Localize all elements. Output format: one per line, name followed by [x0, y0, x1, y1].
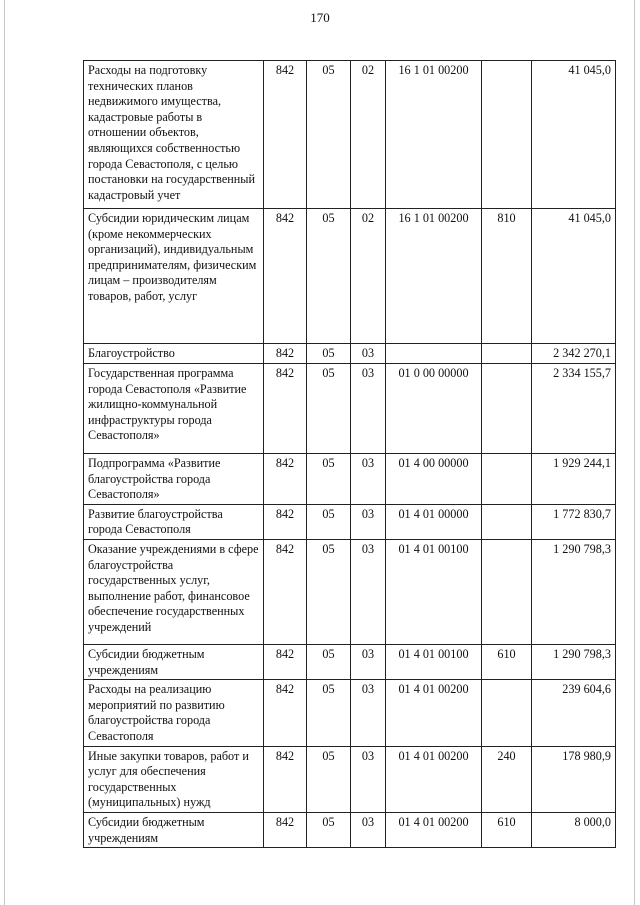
- row-rz-cell: 05: [307, 812, 351, 847]
- row-csr-cell: 01 4 00 00000: [386, 454, 482, 505]
- budget-table-body: [84, 61, 616, 848]
- row-csr-cell: 01 4 01 00200: [386, 812, 482, 847]
- table-row: [84, 680, 616, 746]
- row-pr-cell: 03: [351, 454, 386, 505]
- row-name-cell: Расходы на подготовку технических планов недвижимого имущества, кадастровые работы в отношении объектов, являющихся собственностью города Севастополя, с целью постановки на государственный кадастровый учет: [84, 61, 264, 209]
- row-ved-cell: 842: [264, 812, 307, 847]
- row-sum-cell: 41 045,0: [532, 61, 616, 209]
- row-rz-cell: 05: [307, 209, 351, 344]
- row-name-cell: Субсидии бюджетным учреждениям: [84, 812, 264, 847]
- row-name-cell: Подпрограмма «Развитие благоустройства города Севастополя»: [84, 454, 264, 505]
- row-csr-cell: 01 4 01 00200: [386, 680, 482, 746]
- row-ved-cell: 842: [264, 746, 307, 812]
- row-name-cell: Субсидии бюджетным учреждениям: [84, 644, 264, 679]
- row-csr-cell: 01 4 01 00000: [386, 504, 482, 539]
- row-pr-cell: 02: [351, 209, 386, 344]
- table-row: [84, 454, 616, 505]
- row-rz-cell: 05: [307, 539, 351, 644]
- row-rz-cell: 05: [307, 644, 351, 679]
- row-pr-cell: 02: [351, 61, 386, 209]
- row-rz-cell: 05: [307, 364, 351, 454]
- row-pr-cell: 03: [351, 364, 386, 454]
- row-ved-cell: 842: [264, 209, 307, 344]
- row-ved-cell: 842: [264, 644, 307, 679]
- row-sum-cell: 1 929 244,1: [532, 454, 616, 505]
- row-name-cell: Развитие благоустройства города Севастополя: [84, 504, 264, 539]
- table-row: [84, 61, 616, 209]
- row-vr-cell: [482, 504, 532, 539]
- row-sum-cell: 1 772 830,7: [532, 504, 616, 539]
- table-row: [84, 539, 616, 644]
- row-name-cell: Иные закупки товаров, работ и услуг для обеспечения государственных (муниципальных) нужд: [84, 746, 264, 812]
- row-pr-cell: 03: [351, 812, 386, 847]
- row-name-cell: Государственная программа города Севастополя «Развитие жилищно-коммунальной инфраструктуры города Севастополя»: [84, 364, 264, 454]
- row-name-cell: Благоустройство: [84, 344, 264, 364]
- row-name-cell: Оказание учреждениями в сфере благоустройства государственных услуг, выполнение работ, финансовое обеспечение государственных учреждений: [84, 539, 264, 644]
- row-pr-cell: 03: [351, 504, 386, 539]
- row-rz-cell: 05: [307, 504, 351, 539]
- row-vr-cell: [482, 61, 532, 209]
- row-ved-cell: 842: [264, 680, 307, 746]
- row-vr-cell: [482, 539, 532, 644]
- row-vr-cell: 610: [482, 644, 532, 679]
- row-csr-cell: 01 4 01 00100: [386, 644, 482, 679]
- budget-table: [83, 60, 616, 848]
- row-pr-cell: 03: [351, 680, 386, 746]
- row-ved-cell: 842: [264, 364, 307, 454]
- table-row: [84, 812, 616, 847]
- row-name-cell: Субсидии юридическим лицам (кроме некоммерческих организаций), индивидуальным предпринимателям, физическим лицам – производителям товаров, работ, услуг: [84, 209, 264, 344]
- row-ved-cell: 842: [264, 61, 307, 209]
- row-csr-cell: 01 0 00 00000: [386, 364, 482, 454]
- scan-edge-left: [4, 0, 5, 905]
- table-row: [84, 746, 616, 812]
- row-sum-cell: 239 604,6: [532, 680, 616, 746]
- row-csr-cell: 01 4 01 00100: [386, 539, 482, 644]
- row-pr-cell: 03: [351, 746, 386, 812]
- row-csr-cell: [386, 344, 482, 364]
- row-vr-cell: [482, 454, 532, 505]
- scan-edge-right: [634, 0, 635, 905]
- table-row: [84, 209, 616, 344]
- row-sum-cell: 178 980,9: [532, 746, 616, 812]
- page-number: 170: [310, 10, 330, 25]
- row-vr-cell: 240: [482, 746, 532, 812]
- row-csr-cell: 01 4 01 00200: [386, 746, 482, 812]
- row-rz-cell: 05: [307, 680, 351, 746]
- row-vr-cell: [482, 680, 532, 746]
- row-csr-cell: 16 1 01 00200: [386, 61, 482, 209]
- table-row: [84, 364, 616, 454]
- row-sum-cell: 2 334 155,7: [532, 364, 616, 454]
- row-rz-cell: 05: [307, 454, 351, 505]
- row-csr-cell: 16 1 01 00200: [386, 209, 482, 344]
- row-pr-cell: 03: [351, 539, 386, 644]
- row-name-cell: Расходы на реализацию мероприятий по развитию благоустройства города Севастополя: [84, 680, 264, 746]
- row-sum-cell: 2 342 270,1: [532, 344, 616, 364]
- row-ved-cell: 842: [264, 454, 307, 505]
- row-vr-cell: 810: [482, 209, 532, 344]
- row-ved-cell: 842: [264, 539, 307, 644]
- row-vr-cell: 610: [482, 812, 532, 847]
- row-sum-cell: 1 290 798,3: [532, 539, 616, 644]
- row-sum-cell: 41 045,0: [532, 209, 616, 344]
- row-ved-cell: 842: [264, 344, 307, 364]
- row-ved-cell: 842: [264, 504, 307, 539]
- row-rz-cell: 05: [307, 61, 351, 209]
- row-pr-cell: 03: [351, 644, 386, 679]
- row-vr-cell: [482, 364, 532, 454]
- table-row: [84, 644, 616, 679]
- row-vr-cell: [482, 344, 532, 364]
- row-pr-cell: 03: [351, 344, 386, 364]
- row-sum-cell: 8 000,0: [532, 812, 616, 847]
- row-sum-cell: 1 290 798,3: [532, 644, 616, 679]
- row-rz-cell: 05: [307, 344, 351, 364]
- table-row: [84, 504, 616, 539]
- table-row: [84, 344, 616, 364]
- row-rz-cell: 05: [307, 746, 351, 812]
